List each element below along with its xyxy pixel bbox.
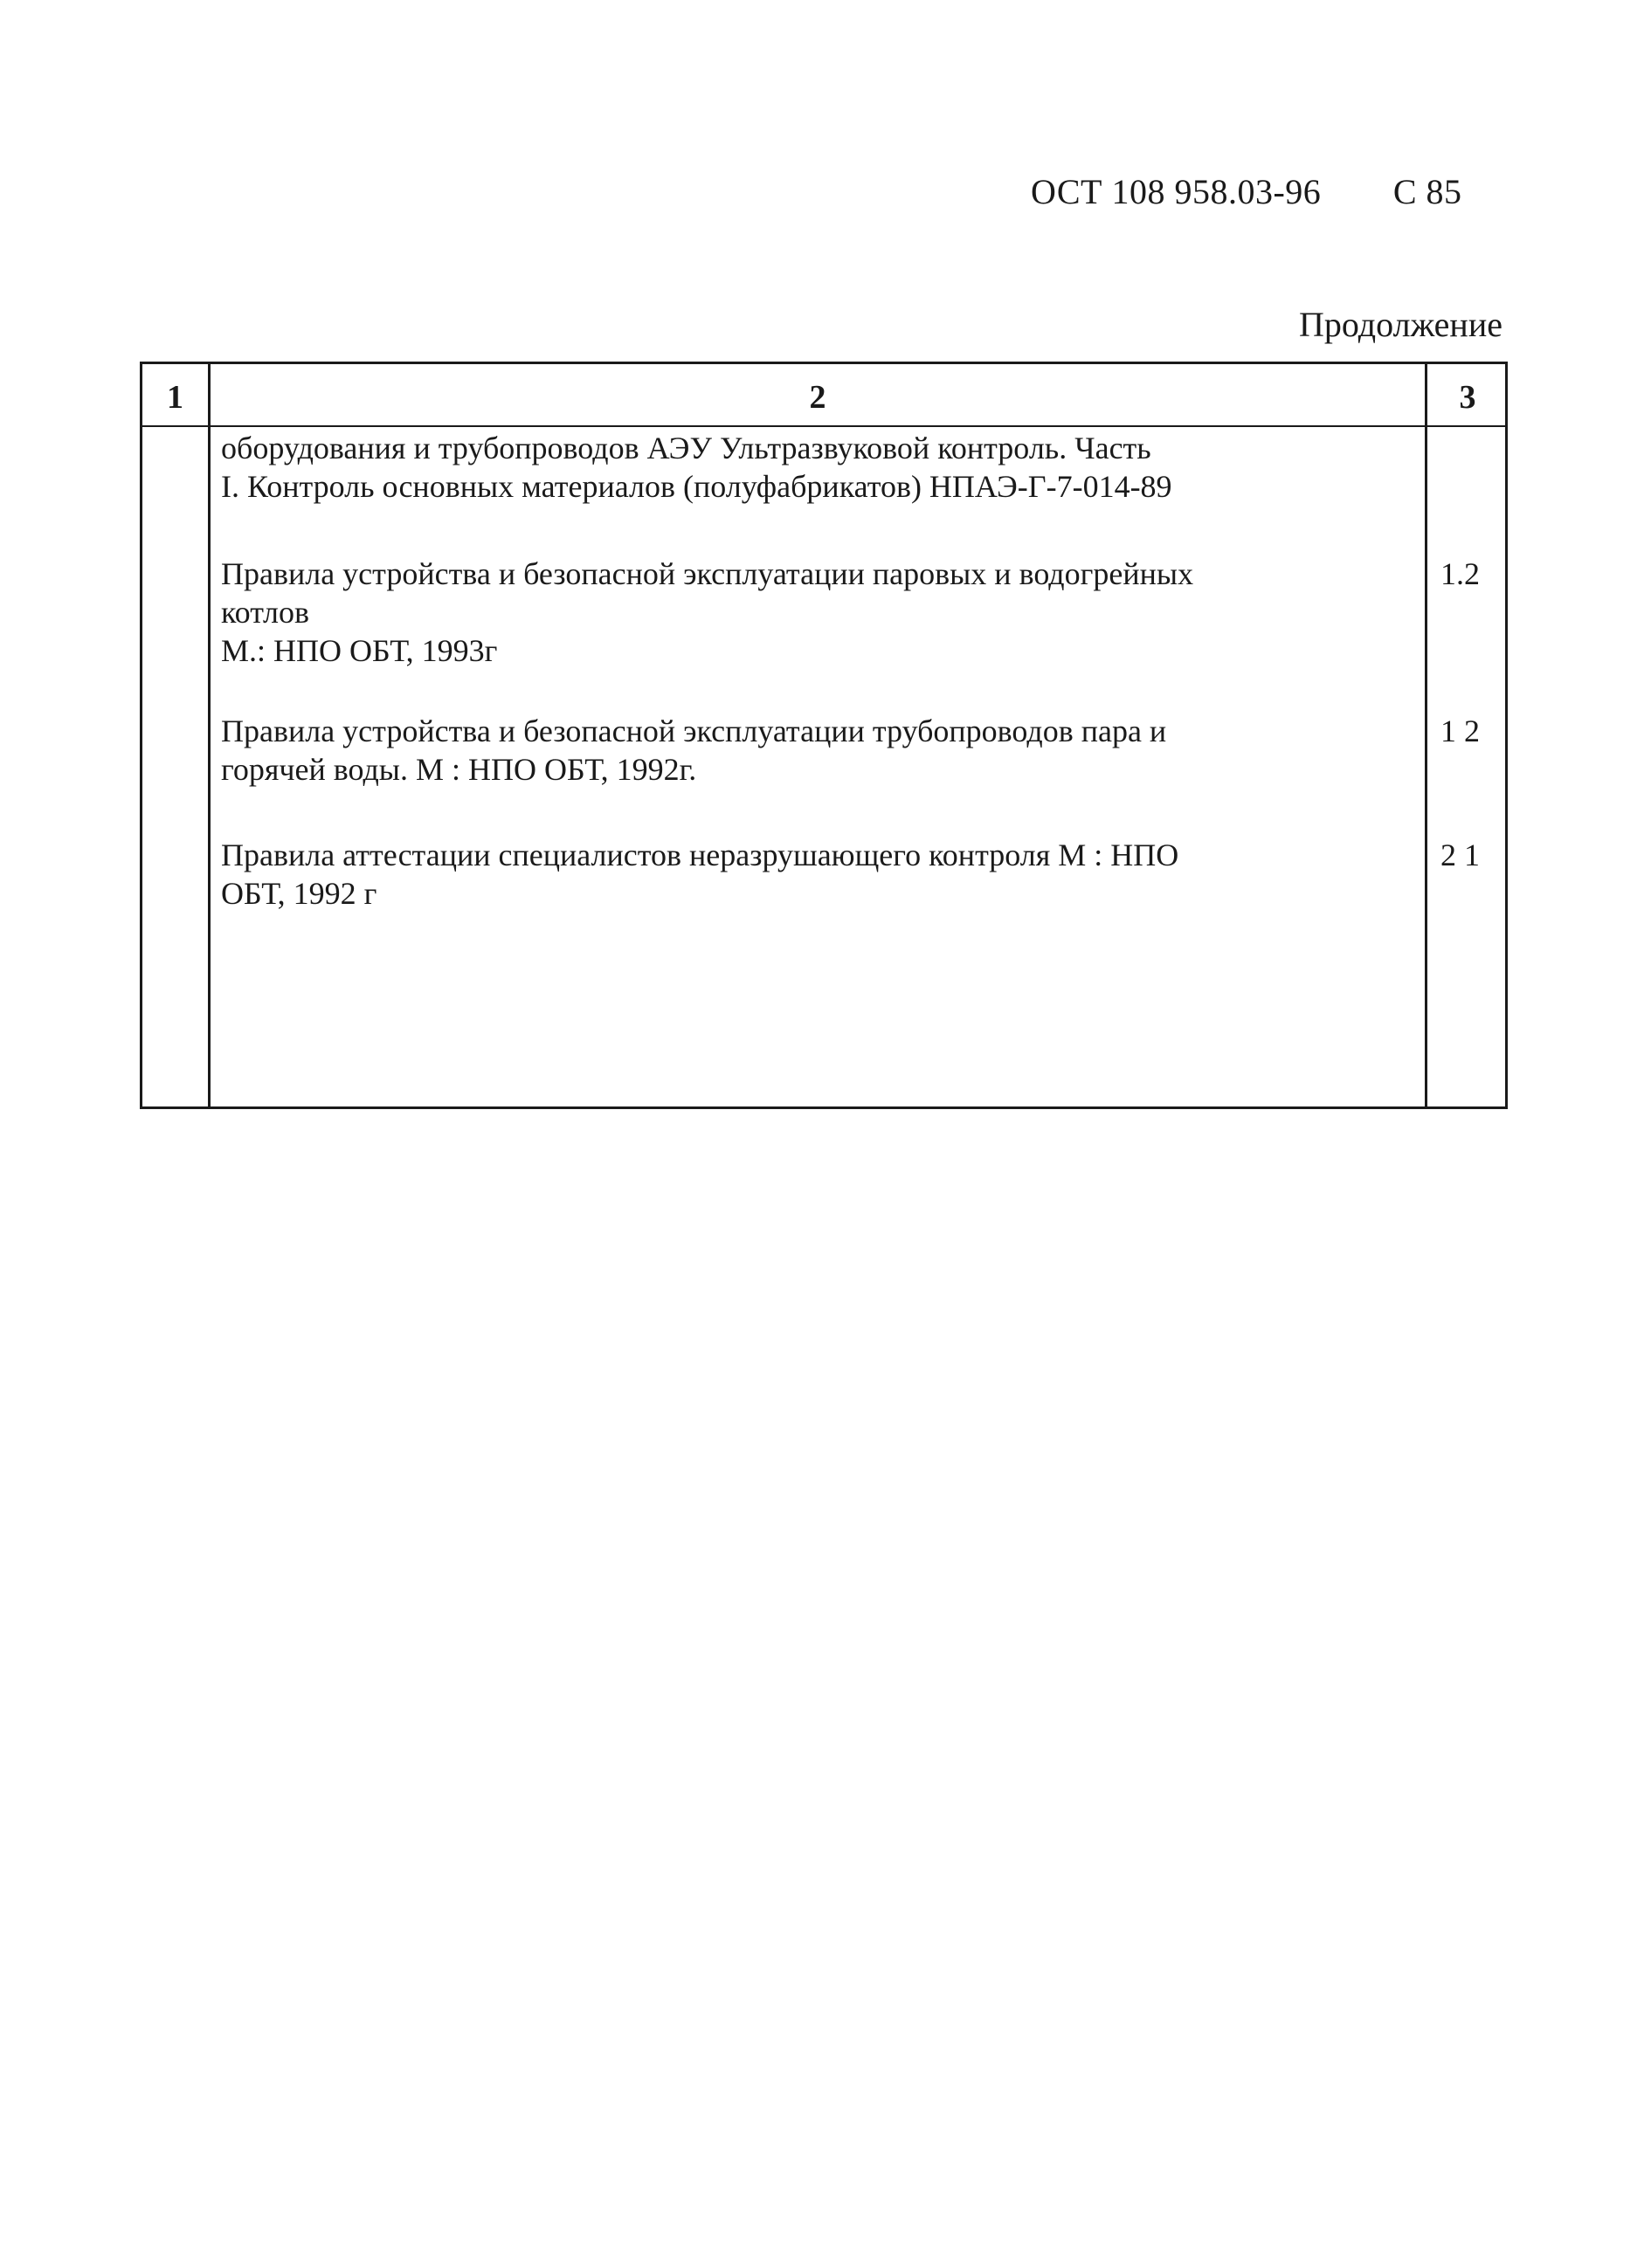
table-column-divider [1425,364,1427,1106]
text-line: Правила аттестации специалистов неразрушающего контроля М : НПО [221,838,1179,872]
text-line: котлов [221,595,309,630]
table-row-code: 2 1 [1440,838,1480,872]
table-row-text [221,555,1418,670]
text-line: Правила устройства и безопасной эксплуатации трубопроводов пара и [221,713,1167,748]
text-line: горячей воды. М : НПО ОБТ, 1992г. [221,752,697,787]
references-table [140,362,1508,1109]
table-row-text [221,712,1418,789]
continuation-label: Продолжение [1299,305,1502,344]
page-number: С 85 [1392,172,1462,211]
text-line: ОБТ, 1992 г [221,876,377,911]
text-line: Правила устройства и безопасной эксплуатации паровых и водогрейных [221,556,1194,591]
table-row-code: 1 2 [1440,713,1480,748]
table-column-divider [208,364,211,1106]
table-row-text [221,429,1418,506]
table-row-code: 1.2 [1440,556,1480,591]
column-header-2: 2 [809,379,826,416]
column-header-1: 1 [167,379,183,416]
text-line: М.: НПО ОБТ, 1993г [221,633,498,668]
text-line: оборудования и трубопроводов АЭУ Ультразвуковой контроль. Часть [221,431,1151,465]
table-header-divider [142,425,1505,427]
page-header [1031,171,1485,212]
document-code: ОСТ 108 958.03-96 [1031,172,1322,211]
table-row-text [221,836,1418,913]
text-line: I. Контроль основных материалов (полуфабрикатов) НПАЭ-Г-7-014-89 [221,469,1172,504]
column-header-3: 3 [1459,379,1476,416]
